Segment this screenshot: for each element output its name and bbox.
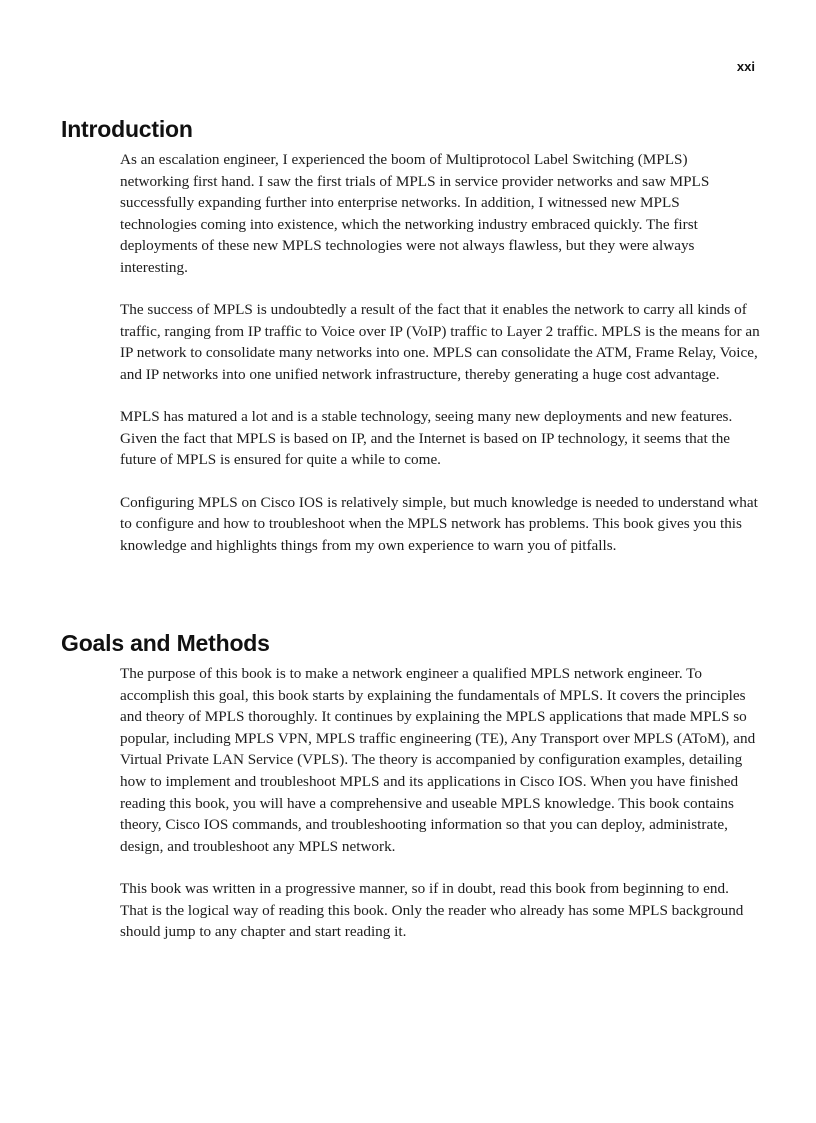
paragraph: Configuring MPLS on Cisco IOS is relatively simple, but much knowledge is needed to understand what to configure and how to troubleshoot when the MPLS network has problems. This book gives you this knowledge and highlights things from my own experience to warn you of pitfalls. <box>120 493 758 554</box>
paragraph: This book was written in a progressive manner, so if in doubt, read this book from beginning to end. That is the logical way of reading this book. Only the reader who already has some MPLS background should jump to any chapter and start reading it. <box>120 879 744 941</box>
paragraph: MPLS has matured a lot and is a stable technology, seeing many new deployments and new features. Given the fact that MPLS is based on IP, and the Internet is based on IP technology, it seems that the future of MPLS is ensured for quite a while to come. <box>120 408 733 469</box>
section-body-introduction <box>120 149 760 577</box>
section-heading-goals-and-methods: Goals and Methods <box>61 630 270 656</box>
paragraph: The success of MPLS is undoubtedly a result of the fact that it enables the network to carry all kinds of traffic, ranging from IP traffic to Voice over IP (VoIP) traffic to Layer 2 traffic. MPLS is the means for an IP network to consolidate many networks into one. MPLS can consolidate the ATM, Frame Relay, Voice, and IP networks into one unified network infrastructure, thereby generating a huge cost advantage. <box>120 301 760 383</box>
paragraph: The purpose of this book is to make a network engineer a qualified MPLS network engineer. To accomplish this goal, this book starts by explaining the fundamentals of MPLS. It covers the principles and theory of MPLS thoroughly. It continues by explaining the MPLS applications that made MPLS so popular, including MPLS VPN, MPLS traffic engineering (TE), Any Transport over MPLS (AToM), and Virtual Private LAN Service (VPLS). The theory is accompanied by configuration examples, detailing how to implement and troubleshoot MPLS and its applications in Cisco IOS. When you have finished reading this book, you will have a comprehensive and useable MPLS knowledge. This book contains theory, Cisco IOS commands, and troubleshooting information so that you can deploy, administrate, design, and troubleshoot any MPLS network. <box>120 665 756 855</box>
section-heading-introduction: Introduction <box>61 116 193 142</box>
paragraph: As an escalation engineer, I experienced the boom of Multiprotocol Label Switching (MPLS) networking first hand. I saw the first trials of MPLS in service provider networks and saw MPLS successfully expanding further into enterprise networks. In addition, I witnessed new MPLS technologies coming into existence, which the networking industry embraced quickly. The first deployments of these new MPLS technologies were not always flawless, but they were always interesting. <box>120 151 710 276</box>
page-number: xxi <box>736 59 755 74</box>
section-body-goals-and-methods <box>120 663 760 963</box>
